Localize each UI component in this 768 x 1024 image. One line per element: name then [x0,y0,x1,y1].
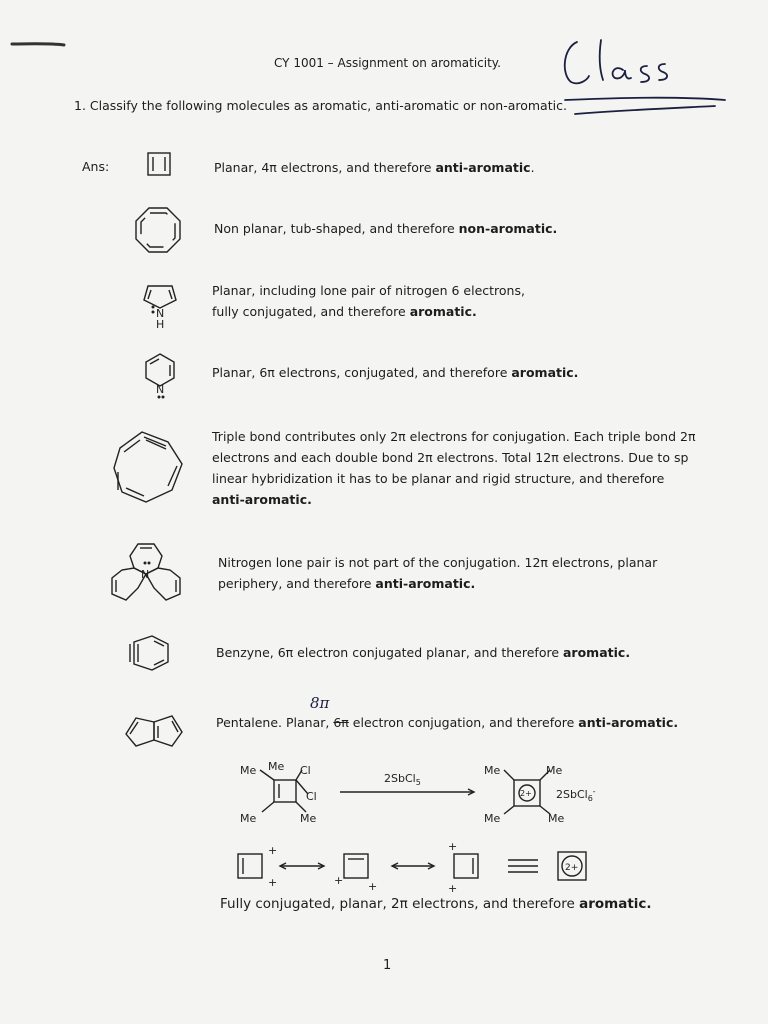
counterion-label: 2SbCl$_6$- [556,787,596,803]
product-label-me1: Me [484,764,501,777]
reactant-label-me2: Me [268,760,285,773]
pyridine-structure [144,352,184,402]
benzyne-structure [128,636,174,676]
resonance-charge-label: 2+ [565,863,579,873]
page-number: 1 [383,958,392,973]
answer-8: Pentalene. Planar, 6π electron conjugation, and therefore anti-aromatic. [216,715,679,730]
pyrrole-structure [142,276,182,331]
struck-value: 6π [333,715,349,730]
answer-6: Nitrogen lone pair is not part of the conjugation. 12π electrons, planar periphery, and therefore anti-aromatic. [218,555,658,591]
reactant-label-me4: Me [300,812,317,825]
assignment-title: CY 1001 – Assignment on aromaticity. [274,56,501,70]
product-label-me3: Me [484,812,501,825]
answer-2: Non planar, tub-shaped, and therefore non-aromatic. [214,221,558,236]
reactant-label-me1: Me [240,764,257,777]
reactant-label-me3: Me [240,812,257,825]
reaction-scheme [230,756,630,836]
handwritten-class-note [555,34,735,124]
answer-3: Planar, including lone pair of nitrogen 6 electrons, fully conjugated, and therefore aromatic. [212,283,525,319]
resonance-plus-6: + [448,882,458,895]
svg-text:N: N [156,307,165,320]
cyclazine-structure [108,538,186,610]
answer-4: Planar, 6π electrons, conjugated, and therefore aromatic. [212,365,579,380]
cyclobutadiene-structure [146,151,176,181]
resonance-plus-3: + [334,874,344,887]
dehydroannulene-structure [108,428,188,506]
ans-label: Ans: [82,159,110,174]
pentalene-structure [122,712,186,750]
conclusion-text: Fully conjugated, planar, 2π electrons, and therefore aromatic. [220,896,652,912]
resonance-plus-1: + [268,844,278,857]
svg-text:N: N [141,568,150,581]
resonance-plus-4: + [368,880,378,893]
question-text: 1. Classify the following molecules as aromatic, anti-aromatic or non-aromatic. [74,98,567,113]
answer-7: Benzyne, 6π electron conjugated planar, and therefore aromatic. [216,645,631,660]
resonance-plus-2: + [268,876,278,889]
reactant-label-cl2: Cl [306,790,317,803]
product-label-me4: Me [548,812,565,825]
resonance-plus-5: + [448,840,458,853]
answer-1: Planar, 4π electrons, and therefore anti-aromatic. [214,160,535,175]
svg-text:H: H [156,318,165,331]
resonance-structures [232,840,592,896]
product-label-me2: Me [546,764,563,777]
reactant-label-cl1: Cl [300,764,311,777]
svg-text:N: N [156,383,165,396]
product-charge-label: 2+ [520,789,532,798]
handwritten-correction: 8π [310,694,330,712]
cyclooctatetraene-structure [134,206,184,256]
reagent-label: 2SbCl$_5$ [384,772,421,787]
answer-5: Triple bond contributes only 2π electrons for conjugation. Each triple bond 2π electrons and each double bond 2π electrons. Total 12π electrons. Due to sp linear hybridization it has to be planar and rigid structure, and therefore anti-aromatic. [212,429,696,507]
